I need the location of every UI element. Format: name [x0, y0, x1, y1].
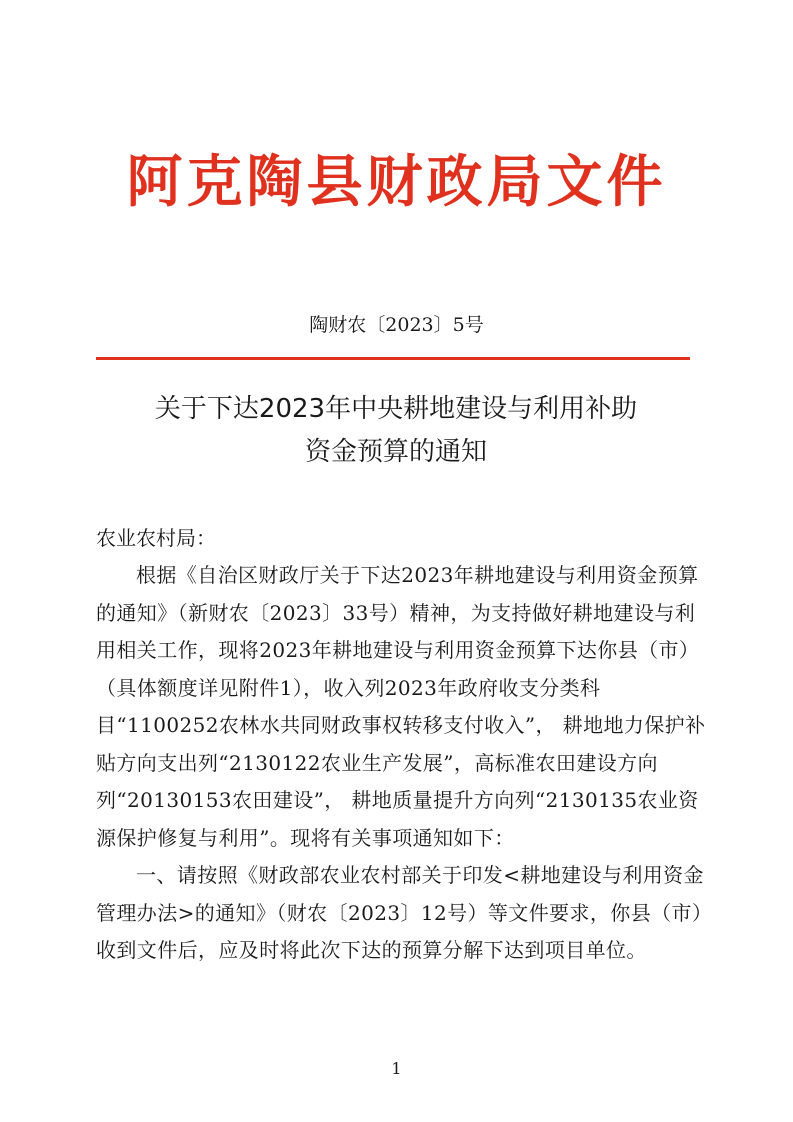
document-number: 陶财农〔2023〕5号 [309, 314, 484, 336]
page-number: 1 [391, 1059, 402, 1078]
paragraph: 一、请按照《财政部农业农村部关于印发<耕地建设与利用资金管理办法>的通知》（财农〔2023〕12号）等文件要求，你县（市）收到文件后，应及时将此次下达的预算分解下达到项目单位。 [96, 863, 704, 962]
notice-title-line-1: 关于下达2023年中央耕地建设与利用补助 [154, 394, 638, 424]
notice-title-line-2: 资金预算的通知 [304, 437, 487, 467]
salutation: 农业农村局： [96, 526, 216, 550]
notice-title [96, 388, 696, 474]
paragraph: 根据《自治区财政厅关于下达2023年耕地建设与利用资金预算的通知》（新财农〔2023〕33号）精神，为支持做好耕地建设与利用相关工作，现将2023年耕地建设与利用资金预算下达你县（市）（具体额度详见附件1），收入列2023年政府收支分类科目“1100252农林水共同财政事权转移支付收入”， 耕地地力保护补贴方向支出列“2130122农业生产发展”，高标准农田建设方向列“20130153农田建设”， 耕地质量提升方向列“2130135农业资源保护修复与利用”。现将有关事项通知如下： [96, 563, 706, 850]
red-divider-line [96, 357, 690, 360]
body-text [96, 557, 708, 970]
masthead-title: 阿克陶县财政局文件 [126, 150, 667, 215]
